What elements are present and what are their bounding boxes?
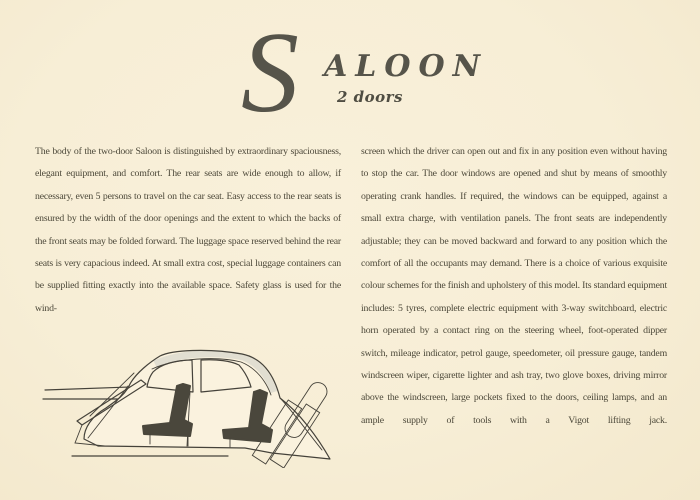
title-subtitle: 2 doors <box>337 88 404 106</box>
car-cutaway-illustration <box>40 346 350 468</box>
bonnet-lines <box>43 387 130 399</box>
title-initial-letter: S <box>241 9 299 137</box>
body-text-right-column: screen which the driver can open out and fix in any position even without having to stop the car. The door windows are opened and shut by means of smoothly operating crank handles. If required, the windows can be equipped, against a small extra charge, with ventilation panels. The front seats are independently adjustable; they can be moved backward and forward to any position which the comfort of all the occupants may demand. There is a choice of various exquisite colour schemes for the finish and upholstery of this model. Its standard equipment includes: 5 tyres, complete electric equipment with 3-way switchboard, electric horn operated by a contact ring on the steering wheel, foot-operated dipper switch, mileage indicator, petrol gauge, speedometer, oil pressure gauge, tandem windscreen wiper, cigarette lighter and ash tray, two glove boxes, driving mirror above the windscreen, large pockets fixed to the doors, ceiling lamps, and an ample supply of tools with a Vigot lifting jack. <box>361 146 668 426</box>
body-text-left-column: The body of the two-door Saloon is distinguished by extraordinary spaciousness, elegant equipment, and comfort. The rear seats are wide enough to allow, if necessary, even 5 persons to travel on the car seat. Easy access to the rear seats is ensured by the width of the door openings and the extent to which the backs of the front seats may be folded forward. The luggage space reserved behind the rear seats is very capacious indeed. At small extra cost, special luggage containers can be supplied fitting exactly into the available space. Safety glass is used for the wind- <box>35 146 341 314</box>
title-word-rest: ALOON <box>324 49 489 84</box>
car-body <box>84 350 330 459</box>
saloon-cutaway-drawing <box>40 346 350 468</box>
